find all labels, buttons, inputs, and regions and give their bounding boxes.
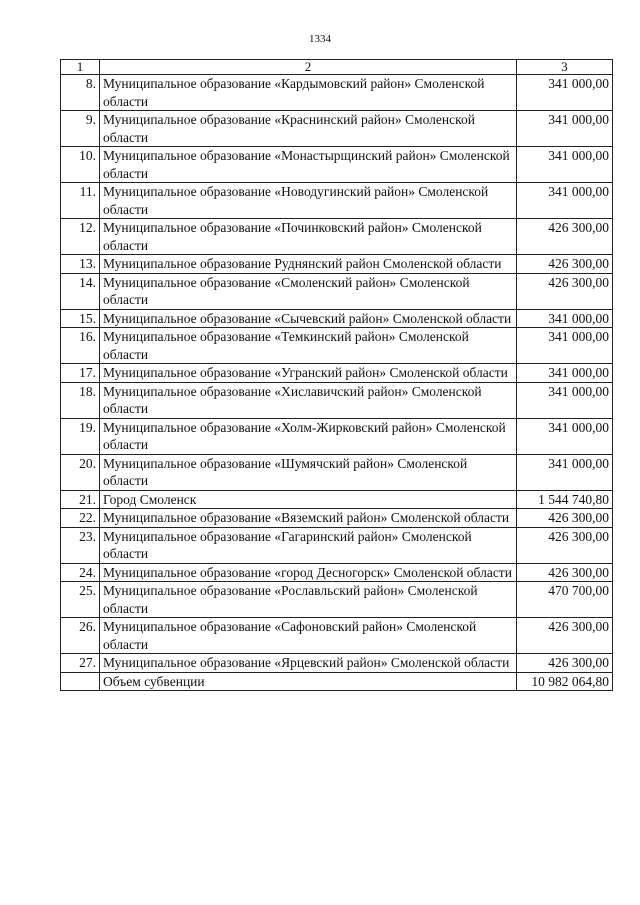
table-row <box>61 364 613 383</box>
row-recipient-name: Муниципальное образование «Сычевский район» Смоленской области <box>100 309 517 328</box>
row-amount: 341 000,00 <box>517 111 613 147</box>
row-amount: 341 000,00 <box>517 418 613 454</box>
table-row <box>61 582 613 618</box>
row-amount: 426 300,00 <box>517 255 613 274</box>
table-row <box>61 111 613 147</box>
table-row <box>61 618 613 654</box>
row-amount: 470 700,00 <box>517 582 613 618</box>
row-recipient-name: Муниципальное образование «Угранский район» Смоленской области <box>100 364 517 383</box>
row-number: 16. <box>61 328 100 364</box>
column-header-amount: 3 <box>517 60 613 75</box>
row-amount: 341 000,00 <box>517 382 613 418</box>
table-row <box>61 328 613 364</box>
row-number: 9. <box>61 111 100 147</box>
row-number: 25. <box>61 582 100 618</box>
row-amount: 426 300,00 <box>517 563 613 582</box>
row-recipient-name: Город Смоленск <box>100 490 517 509</box>
subvention-table <box>60 59 613 691</box>
row-amount: 426 300,00 <box>517 273 613 309</box>
row-number: 24. <box>61 563 100 582</box>
table-row <box>61 654 613 673</box>
row-recipient-name: Муниципальное образование «Шумячский район» Смоленской области <box>100 454 517 490</box>
row-recipient-name: Муниципальное образование «Хиславичский район» Смоленской области <box>100 382 517 418</box>
table-row <box>61 183 613 219</box>
row-number: 19. <box>61 418 100 454</box>
table-row <box>61 255 613 274</box>
row-amount: 341 000,00 <box>517 183 613 219</box>
table-row <box>61 219 613 255</box>
row-recipient-name: Муниципальное образование «Краснинский район» Смоленской области <box>100 111 517 147</box>
column-header-name: 2 <box>100 60 517 75</box>
table-row <box>61 309 613 328</box>
row-recipient-name: Муниципальное образование «Рославльский район» Смоленской области <box>100 582 517 618</box>
row-number: 20. <box>61 454 100 490</box>
column-header-number: 1 <box>61 60 100 75</box>
row-recipient-name: Муниципальное образование «Смоленский район» Смоленской области <box>100 273 517 309</box>
table-row <box>61 490 613 509</box>
row-number: 21. <box>61 490 100 509</box>
row-recipient-name: Муниципальное образование «Вяземский район» Смоленской области <box>100 509 517 528</box>
table-header-row <box>61 60 613 75</box>
row-amount: 341 000,00 <box>517 147 613 183</box>
table-row <box>61 273 613 309</box>
row-amount: 426 300,00 <box>517 219 613 255</box>
row-number: 12. <box>61 219 100 255</box>
table-row <box>61 527 613 563</box>
row-recipient-name: Муниципальное образование Руднянский район Смоленской области <box>100 255 517 274</box>
row-number: 13. <box>61 255 100 274</box>
row-amount: 341 000,00 <box>517 328 613 364</box>
row-amount: 341 000,00 <box>517 454 613 490</box>
row-recipient-name: Муниципальное образование «Новодугинский район» Смоленской области <box>100 183 517 219</box>
row-amount: 426 300,00 <box>517 527 613 563</box>
row-recipient-name: Муниципальное образование «Гагаринский район» Смоленской области <box>100 527 517 563</box>
row-number: 22. <box>61 509 100 528</box>
row-number: 15. <box>61 309 100 328</box>
total-number <box>61 672 100 691</box>
row-number: 26. <box>61 618 100 654</box>
row-recipient-name: Муниципальное образование «Монастырщинский район» Смоленской области <box>100 147 517 183</box>
row-amount: 341 000,00 <box>517 364 613 383</box>
row-amount: 426 300,00 <box>517 509 613 528</box>
row-number: 17. <box>61 364 100 383</box>
table-row <box>61 75 613 111</box>
row-number: 14. <box>61 273 100 309</box>
total-label: Объем субвенции <box>100 672 517 691</box>
table-row <box>61 147 613 183</box>
row-amount: 341 000,00 <box>517 75 613 111</box>
table-row <box>61 454 613 490</box>
row-amount: 1 544 740,80 <box>517 490 613 509</box>
row-recipient-name: Муниципальное образование «Ярцевский район» Смоленской области <box>100 654 517 673</box>
table-row <box>61 382 613 418</box>
row-recipient-name: Муниципальное образование «Темкинский район» Смоленской области <box>100 328 517 364</box>
table-row <box>61 418 613 454</box>
row-recipient-name: Муниципальное образование «Починковский район» Смоленской области <box>100 219 517 255</box>
row-number: 11. <box>61 183 100 219</box>
row-recipient-name: Муниципальное образование «город Десногорск» Смоленской области <box>100 563 517 582</box>
table-body <box>61 75 613 691</box>
row-amount: 426 300,00 <box>517 618 613 654</box>
row-amount: 341 000,00 <box>517 309 613 328</box>
row-recipient-name: Муниципальное образование «Сафоновский район» Смоленской области <box>100 618 517 654</box>
table-row <box>61 509 613 528</box>
row-number: 10. <box>61 147 100 183</box>
row-amount: 426 300,00 <box>517 654 613 673</box>
total-amount: 10 982 064,80 <box>517 672 613 691</box>
row-number: 8. <box>61 75 100 111</box>
row-number: 23. <box>61 527 100 563</box>
row-number: 18. <box>61 382 100 418</box>
row-recipient-name: Муниципальное образование «Кардымовский район» Смоленской области <box>100 75 517 111</box>
table-total-row <box>61 672 613 691</box>
table-row <box>61 563 613 582</box>
page-number: 1334 <box>309 33 331 45</box>
row-recipient-name: Муниципальное образование «Холм-Жирковский район» Смоленской области <box>100 418 517 454</box>
row-number: 27. <box>61 654 100 673</box>
